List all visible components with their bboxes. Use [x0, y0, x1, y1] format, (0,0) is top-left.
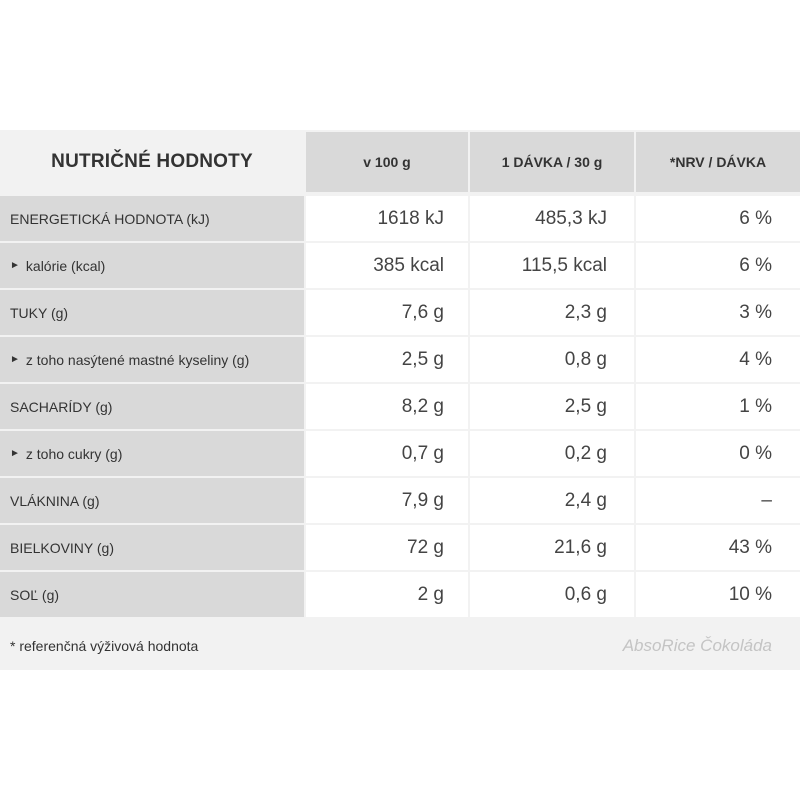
row-label-text: TUKY (g) [10, 304, 69, 321]
table-row [0, 337, 800, 382]
value-per-100g: 7,6 g [306, 290, 468, 335]
table-row [0, 431, 800, 476]
row-label-text: z toho cukry (g) [25, 445, 123, 462]
value-per-100g: 0,7 g [306, 431, 468, 476]
table-row [0, 243, 800, 288]
sub-item-arrow-icon: ► [10, 354, 20, 365]
product-watermark: AbsoRice Čokoláda [622, 636, 772, 655]
row-label [0, 337, 304, 382]
value-per-dose: 115,5 kcal [470, 243, 634, 288]
row-label-text: ENERGETICKÁ HODNOTA (kJ) [10, 210, 210, 227]
value-per-dose: 0,8 g [470, 337, 634, 382]
value-per-dose: 2,5 g [470, 384, 634, 429]
table-row [0, 290, 800, 335]
value-nrv: 0 % [636, 431, 800, 476]
value-per-dose: 21,6 g [470, 525, 634, 570]
table-row [0, 572, 800, 617]
row-label [0, 243, 304, 288]
value-nrv: 3 % [636, 290, 800, 335]
row-label [0, 384, 304, 429]
row-label [0, 478, 304, 523]
table-row [0, 525, 800, 570]
table-row [0, 384, 800, 429]
value-per-100g: 1618 kJ [306, 196, 468, 241]
footnote: * referenčná výživová hodnota [10, 638, 199, 654]
value-nrv: 1 % [636, 384, 800, 429]
row-label [0, 196, 304, 241]
value-per-100g: 72 g [306, 525, 468, 570]
value-per-dose: 485,3 kJ [470, 196, 634, 241]
value-per-dose: 0,6 g [470, 572, 634, 617]
row-label-text: z toho nasýtené mastné kyseliny (g) [25, 351, 250, 368]
table-header [0, 130, 800, 194]
sub-item-arrow-icon: ► [10, 260, 20, 271]
row-label-text: BIELKOVINY (g) [10, 539, 115, 556]
nutrition-table [0, 130, 800, 670]
row-label-text: kalórie (kcal) [25, 257, 106, 274]
table-row [0, 196, 800, 241]
value-nrv: 6 % [636, 196, 800, 241]
value-per-100g: 8,2 g [306, 384, 468, 429]
value-per-dose: 2,3 g [470, 290, 634, 335]
value-per-dose: 2,4 g [470, 478, 634, 523]
value-per-dose: 0,2 g [470, 431, 634, 476]
row-label [0, 525, 304, 570]
value-per-100g: 2 g [306, 572, 468, 617]
table-row [0, 478, 800, 523]
column-header-per-dose: 1 DÁVKA / 30 g [470, 132, 634, 192]
value-per-100g: 385 kcal [306, 243, 468, 288]
value-nrv: 6 % [636, 243, 800, 288]
row-label-text: SOĽ (g) [10, 586, 60, 603]
row-label [0, 290, 304, 335]
value-nrv: 4 % [636, 337, 800, 382]
row-label [0, 572, 304, 617]
row-label [0, 431, 304, 476]
sub-item-arrow-icon: ► [10, 448, 20, 459]
column-header-nrv: *NRV / DÁVKA [636, 132, 800, 192]
value-nrv: – [636, 478, 800, 523]
column-header-per-100g: v 100 g [306, 132, 468, 192]
value-nrv: 10 % [636, 572, 800, 617]
row-label-text: SACHARÍDY (g) [10, 398, 113, 415]
value-per-100g: 2,5 g [306, 337, 468, 382]
value-per-100g: 7,9 g [306, 478, 468, 523]
value-nrv: 43 % [636, 525, 800, 570]
table-title: NUTRIČNÉ HODNOTY [0, 130, 304, 194]
row-label-text: VLÁKNINA (g) [10, 492, 100, 509]
